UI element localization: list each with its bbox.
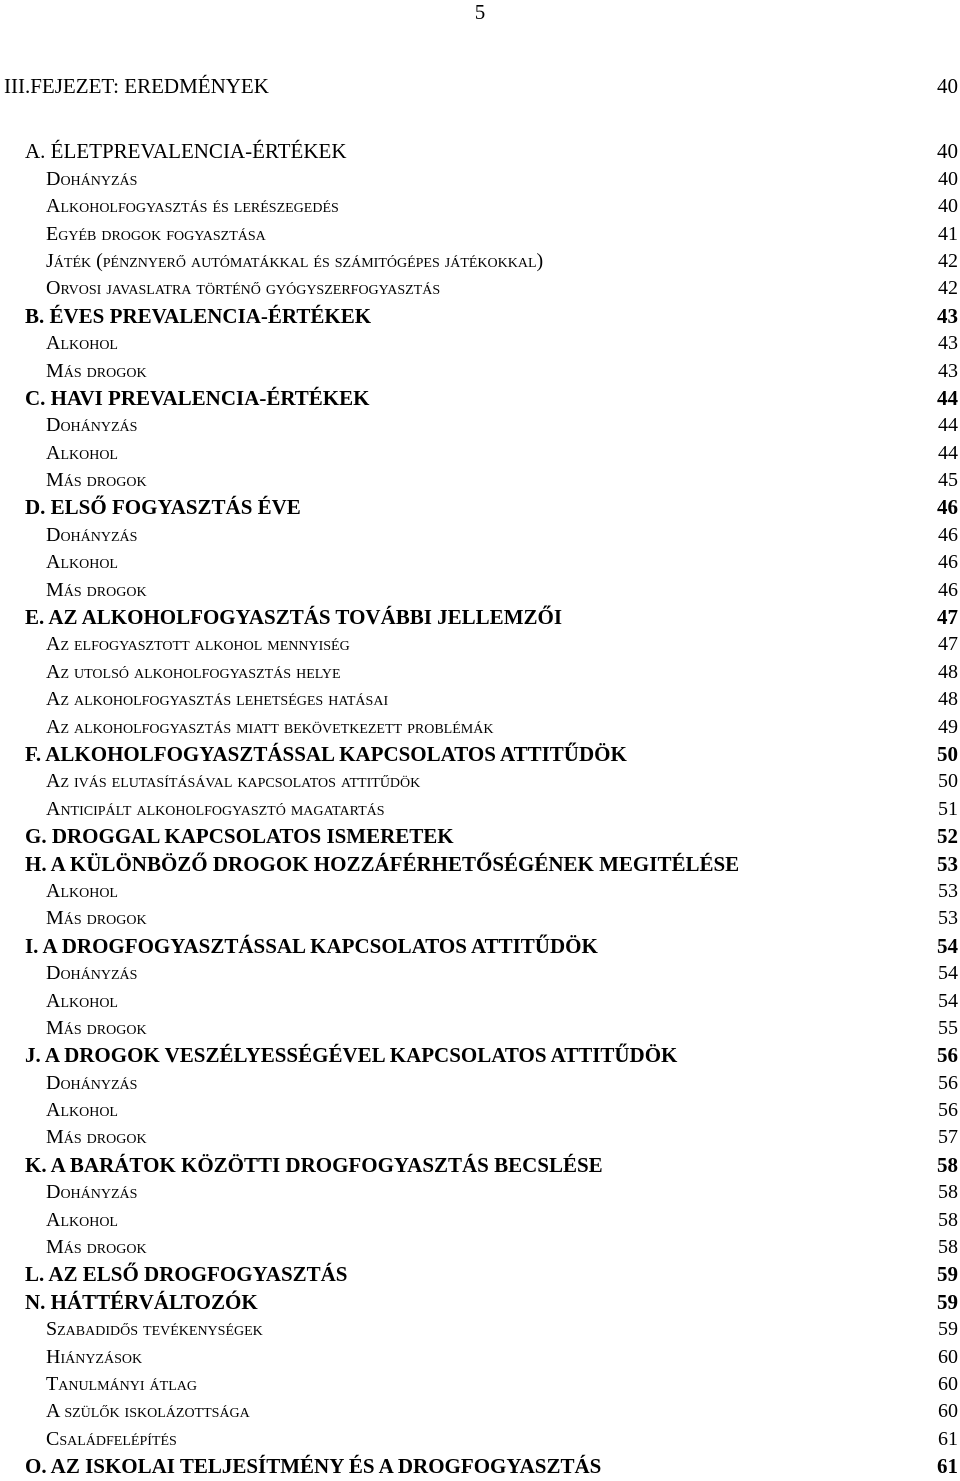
toc-subsection-entry[interactable] — [0, 1234, 960, 1261]
toc-entry-page-number: 61 — [938, 1427, 958, 1450]
toc-section-entry[interactable] — [0, 1152, 960, 1179]
toc-entry-label: L. AZ ELSŐ DROGFOGYASZTÁS — [25, 1262, 348, 1287]
toc-section-entry[interactable] — [0, 1261, 960, 1288]
toc-entry-page-number: 48 — [938, 660, 958, 683]
toc-entry-label: Játék (pénznyerő autómatákkal és számitógépes játékokkal) — [46, 249, 544, 272]
toc-subsection-entry[interactable] — [0, 714, 960, 741]
toc-entry-page-number: 41 — [938, 222, 958, 245]
toc-entry-label: Alkohol — [46, 1099, 118, 1122]
toc-entry-page-number: 56 — [938, 1099, 958, 1122]
toc-section-entry[interactable] — [0, 604, 960, 631]
toc-subsection-entry[interactable] — [0, 166, 960, 193]
toc-entry-page-number: 40 — [937, 139, 958, 164]
toc-section-entry[interactable] — [0, 1453, 960, 1480]
toc-entry-label: Egyéb drogok fogyasztása — [46, 222, 266, 245]
toc-entry-label: Alkohol — [46, 441, 118, 464]
toc-entry-page-number: 54 — [937, 933, 958, 958]
toc-subsection-entry[interactable] — [0, 440, 960, 467]
toc-entry-page-number: 54 — [938, 989, 958, 1012]
toc-subsection-entry[interactable] — [0, 330, 960, 357]
toc-entry-label: G. DROGGAL KAPCSOLATOS ISMERETEK — [25, 824, 454, 849]
toc-entry-page-number: 47 — [938, 633, 958, 656]
toc-entry-label: Anticipált alkoholfogyasztó magatartás — [46, 797, 385, 820]
toc-entry-label: H. A KÜLÖNBÖZŐ DROGOK HOZZÁFÉRHETŐSÉGÉNEK MEGITÉLÉSE — [25, 851, 740, 876]
toc-entry-page-number: 54 — [938, 962, 958, 985]
toc-section-entry[interactable] — [0, 1042, 960, 1069]
toc-entry-page-number: 50 — [937, 741, 958, 766]
toc-entry-label: Hiányzások — [46, 1345, 143, 1368]
toc-entry-label: Az elfogyasztott alkohol mennyiség — [46, 633, 350, 656]
toc-subsection-entry[interactable] — [0, 549, 960, 576]
toc-chapter-page: 40 — [937, 74, 958, 98]
toc-entry-label: Családfelépítés — [46, 1427, 177, 1450]
toc-entry-label: Az utolsó alkoholfogyasztás helye — [46, 660, 341, 683]
toc-entry-page-number: 50 — [938, 770, 958, 793]
toc-entries — [0, 138, 960, 1480]
toc-entry-label: Dohányzás — [46, 1071, 138, 1094]
toc-entry-label: Dohányzás — [46, 167, 138, 190]
toc-subsection-entry[interactable] — [0, 1179, 960, 1206]
toc-entry-label: Más drogok — [46, 1236, 147, 1259]
toc-entry-label: D. ELSŐ FOGYASZTÁS ÉVE — [25, 495, 301, 520]
toc-subsection-entry[interactable] — [0, 768, 960, 795]
toc-entry-label: Alkohol — [46, 989, 118, 1012]
toc-entry-page-number: 45 — [938, 469, 958, 492]
toc-entry-label: Dohányzás — [46, 1181, 138, 1204]
toc-entry-page-number: 49 — [938, 715, 958, 738]
toc-entry-label: Az ivás elutasításával kapcsolatos attitűdök — [46, 770, 421, 793]
toc-entry-page-number: 47 — [937, 605, 958, 630]
toc-entry-label: N. HÁTTÉRVÁLTOZÓK — [25, 1289, 258, 1314]
toc-entry-page-number: 56 — [938, 1071, 958, 1094]
toc-section-entry[interactable] — [0, 741, 960, 768]
toc-entry-label: Más drogok — [46, 359, 147, 382]
toc-entry-page-number: 51 — [938, 797, 958, 820]
toc-section-entry[interactable] — [0, 933, 960, 960]
toc-entry-page-number: 58 — [938, 1181, 958, 1204]
toc-subsection-entry[interactable] — [0, 522, 960, 549]
page-number: 5 — [474, 0, 486, 24]
toc-entry-page-number: 43 — [938, 359, 958, 382]
toc-subsection-entry[interactable] — [0, 193, 960, 220]
toc-subsection-entry[interactable] — [0, 659, 960, 686]
toc-subsection-entry[interactable] — [0, 221, 960, 248]
toc-entry-label: B. ÉVES PREVALENCIA-ÉRTÉKEK — [25, 303, 372, 328]
toc-entry-label: I. A DROGFOGYASZTÁSSAL KAPCSOLATOS ATTITŰDÖK — [25, 933, 598, 958]
toc-section-entry[interactable] — [0, 303, 960, 330]
toc-entry-page-number: 58 — [938, 1236, 958, 1259]
toc-entry-page-number: 42 — [938, 249, 958, 272]
toc-entry-label: Az alkoholfogyasztás miatt bekövetkezett problémák — [46, 715, 494, 738]
toc-entry-page-number: 44 — [938, 414, 958, 437]
toc-entry-page-number: 61 — [937, 1454, 958, 1479]
toc-subsection-entry[interactable] — [0, 1371, 960, 1398]
toc-subsection-entry[interactable] — [0, 988, 960, 1015]
toc-entry-label: K. A BARÁTOK KÖZÖTTI DROGFOGYASZTÁS BECSLÉSE — [25, 1152, 603, 1177]
toc-entry-page-number: 53 — [938, 879, 958, 902]
toc-entry-page-number: 60 — [938, 1345, 958, 1368]
toc-chapter-label: III.FEJEZET: EREDMÉNYEK — [4, 74, 269, 98]
toc-entry-page-number: 58 — [938, 1208, 958, 1231]
toc-entry-page-number: 59 — [938, 1318, 958, 1341]
toc-entry-page-number: 40 — [938, 167, 958, 190]
toc-entry-label: Alkoholfogyasztás és lerészegedés — [46, 195, 339, 218]
toc-section-entry[interactable] — [0, 138, 960, 165]
toc-entry-page-number: 42 — [938, 277, 958, 300]
toc-entry-page-number: 43 — [937, 303, 958, 328]
toc-entry-page-number: 55 — [938, 1016, 958, 1039]
toc-entry-page-number: 48 — [938, 688, 958, 711]
toc-entry-page-number: 53 — [938, 907, 958, 930]
toc-entry-page-number: 60 — [938, 1400, 958, 1423]
toc-entry-page-number: 46 — [938, 523, 958, 546]
toc-subsection-entry[interactable] — [0, 1398, 960, 1425]
toc-entry-page-number: 43 — [938, 332, 958, 355]
toc-entry-label: F. ALKOHOLFOGYASZTÁSSAL KAPCSOLATOS ATTITŰDÖK — [25, 741, 627, 766]
toc-entry-label: Más drogok — [46, 578, 147, 601]
toc-subsection-entry[interactable] — [0, 1207, 960, 1234]
toc-entry-page-number: 53 — [937, 851, 958, 876]
toc-entry-label: Dohányzás — [46, 414, 138, 437]
toc-entry-page-number: 44 — [938, 441, 958, 464]
toc-subsection-entry[interactable] — [0, 412, 960, 439]
toc-subsection-entry[interactable] — [0, 1124, 960, 1151]
toc-subsection-entry[interactable] — [0, 275, 960, 302]
toc-subsection-entry[interactable] — [0, 248, 960, 275]
toc-entry-label: E. AZ ALKOHOLFOGYASZTÁS TOVÁBBI JELLEMZŐI — [25, 605, 563, 630]
toc-section-entry[interactable] — [0, 494, 960, 521]
toc-entry-page-number: 52 — [937, 824, 958, 849]
toc-entry-page-number: 59 — [937, 1289, 958, 1314]
toc-section-entry[interactable] — [0, 851, 960, 878]
toc-subsection-entry[interactable] — [0, 358, 960, 385]
toc-section-entry[interactable] — [0, 385, 960, 412]
toc-entry-label: Dohányzás — [46, 962, 138, 985]
toc-subsection-entry[interactable] — [0, 1344, 960, 1371]
toc-subsection-entry[interactable] — [0, 631, 960, 658]
toc-subsection-entry[interactable] — [0, 905, 960, 932]
toc-entry-page-number: 46 — [937, 495, 958, 520]
toc-subsection-entry[interactable] — [0, 960, 960, 987]
toc-subsection-entry[interactable] — [0, 878, 960, 905]
toc-entry-label: Tanulmányi átlag — [46, 1372, 197, 1395]
toc-entry-label: C. HAVI PREVALENCIA-ÉRTÉKEK — [25, 385, 370, 410]
table-of-contents — [0, 73, 960, 1481]
toc-subsection-entry[interactable] — [0, 1015, 960, 1042]
toc-subsection-entry[interactable] — [0, 1426, 960, 1453]
toc-entry-page-number: 59 — [937, 1262, 958, 1287]
toc-entry-page-number: 56 — [937, 1043, 958, 1068]
toc-entry-label: Alkohol — [46, 551, 118, 574]
toc-subsection-entry[interactable] — [0, 1097, 960, 1124]
toc-entry-label: Más drogok — [46, 1126, 147, 1149]
toc-subsection-entry[interactable] — [0, 686, 960, 713]
toc-entry-label: Más drogok — [46, 469, 147, 492]
toc-entry-label: A. ÉLETPREVALENCIA-ÉRTÉKEK — [25, 139, 347, 164]
toc-chapter-heading[interactable] — [0, 73, 960, 100]
toc-entry-label: Alkohol — [46, 1208, 118, 1231]
toc-entry-page-number: 46 — [938, 578, 958, 601]
toc-subsection-entry[interactable] — [0, 577, 960, 604]
toc-entry-label: Dohányzás — [46, 523, 138, 546]
toc-entry-page-number: 57 — [938, 1126, 958, 1149]
toc-entry-page-number: 44 — [937, 385, 958, 410]
toc-entry-label: Szabadidős tevékenységek — [46, 1318, 263, 1341]
toc-entry-label: Az alkoholfogyasztás lehetséges hatásai — [46, 688, 389, 711]
toc-subsection-entry[interactable] — [0, 1070, 960, 1097]
toc-section-entry[interactable] — [0, 823, 960, 850]
toc-entry-page-number: 40 — [938, 195, 958, 218]
toc-entry-page-number: 60 — [938, 1372, 958, 1395]
toc-entry-page-number: 46 — [938, 551, 958, 574]
toc-entry-label: Más drogok — [46, 1016, 147, 1039]
toc-entry-label: Más drogok — [46, 907, 147, 930]
toc-section-entry[interactable] — [0, 1289, 960, 1316]
toc-entry-label: Alkohol — [46, 879, 118, 902]
toc-entry-label: J. A DROGOK VESZÉLYESSÉGÉVEL KAPCSOLATOS ATTITŰDÖK — [25, 1043, 678, 1068]
toc-entry-label: Orvosi javaslatra történő gyógyszerfogyasztás — [46, 277, 441, 300]
toc-entry-label: Alkohol — [46, 332, 118, 355]
toc-subsection-entry[interactable] — [0, 796, 960, 823]
toc-subsection-entry[interactable] — [0, 467, 960, 494]
toc-subsection-entry[interactable] — [0, 1316, 960, 1343]
toc-entry-page-number: 58 — [937, 1152, 958, 1177]
toc-entry-label: A szülők iskolázottsága — [46, 1400, 250, 1423]
toc-entry-label: O. AZ ISKOLAI TELJESÍTMÉNY ÉS A DROGFOGYASZTÁS — [25, 1454, 602, 1479]
